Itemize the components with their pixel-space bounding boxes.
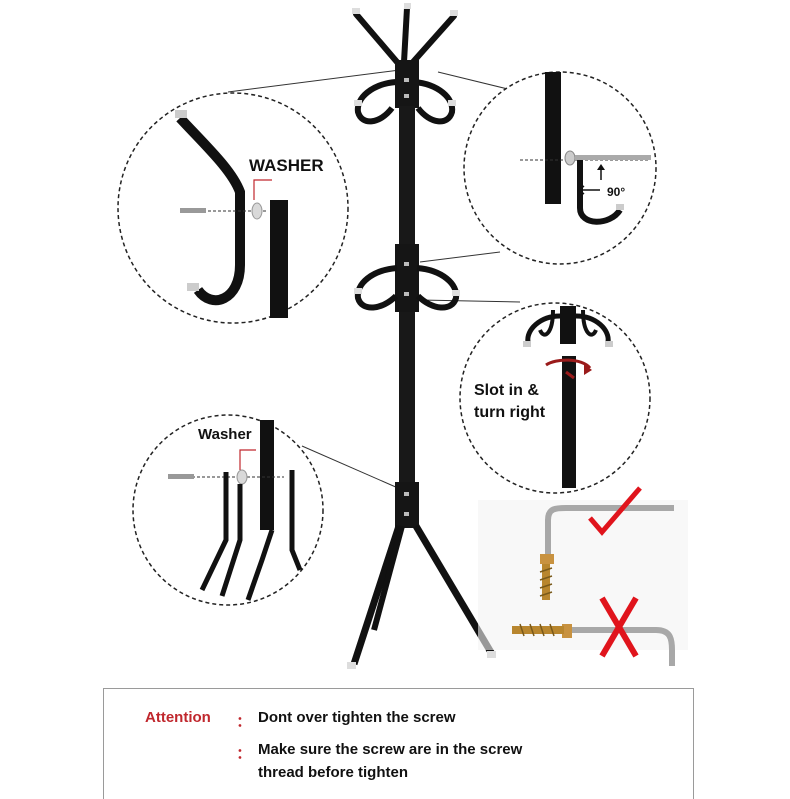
slot-instruction-line1: Slot in & <box>474 382 539 399</box>
detail-circle-washer-top <box>118 93 348 323</box>
coat-rack <box>347 3 496 669</box>
leader-line-slot <box>420 300 520 302</box>
notice-line-2a: Make sure the screw are in the screw <box>258 741 523 758</box>
separator-2: ： <box>236 744 253 763</box>
slot-instruction-line2: turn right <box>474 404 546 421</box>
detail-circle-90-degree <box>464 72 656 264</box>
angle-label: 90° <box>607 185 626 199</box>
separator-1: ： <box>236 712 253 731</box>
hook-correct-example <box>478 488 688 650</box>
washer-label-bottom: Washer <box>198 426 252 443</box>
notice-line-1: Dont over tighten the screw <box>258 709 456 726</box>
leader-line-mid-right <box>420 252 500 262</box>
attention-label: Attention <box>145 709 211 726</box>
notice-line-2b: thread before tighten <box>258 764 409 781</box>
detail-circle-washer-bottom <box>133 415 323 605</box>
washer-label-top: WASHER <box>249 156 324 175</box>
